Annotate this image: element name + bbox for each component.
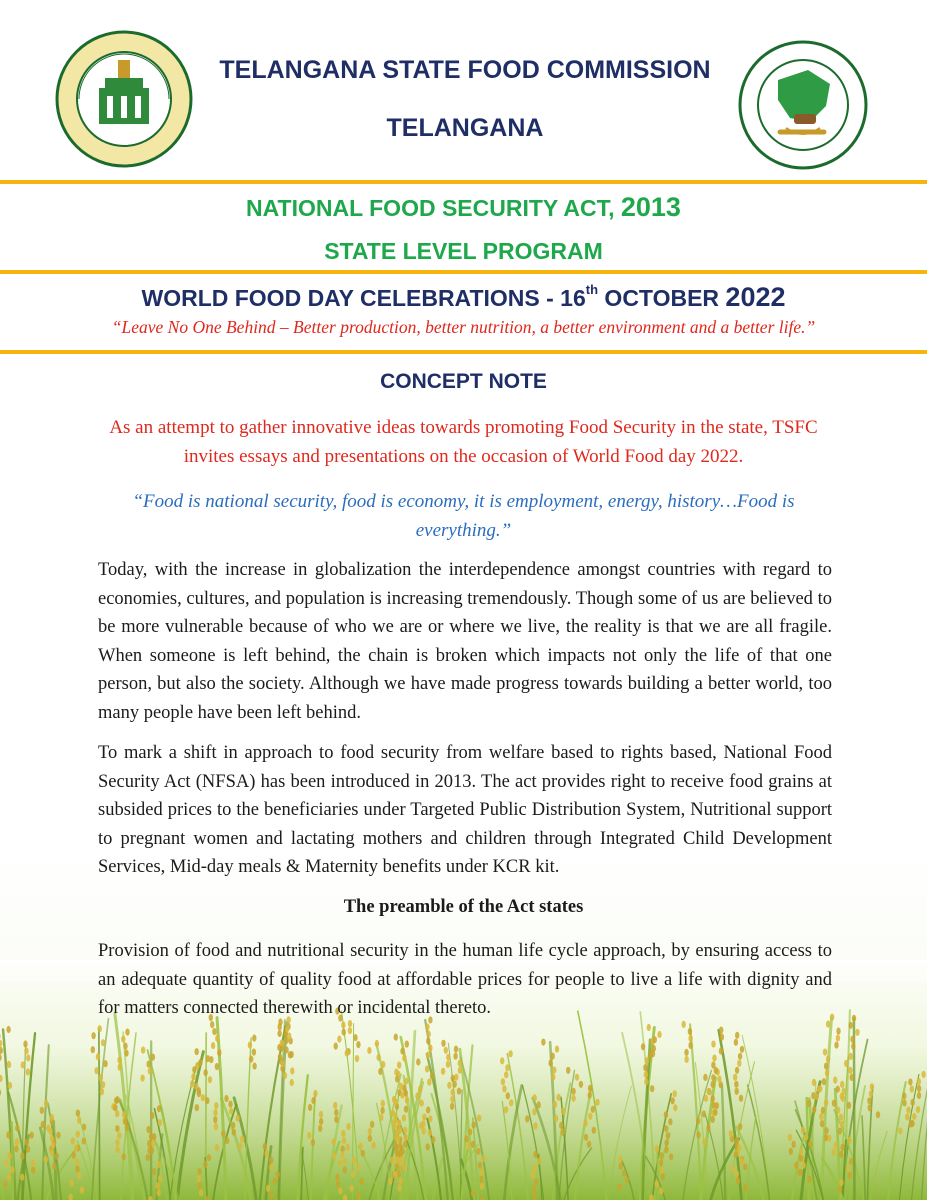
event-title-sup: th: [585, 282, 599, 298]
org-name: TELANGANA STATE FOOD COMMISSION: [219, 56, 711, 84]
paragraph-nfsa: To mark a shift in approach to food security from welfare based to rights based, National Food Security Act (NFSA) has been introduced in 2013. The act provides right to receive food grains at subsided prices to the beneficiaries under Targeted Public Distribution System, Nutritional support to pregnant women and lactating mothers and children through Integrated Child Development Services, Mid-day meals & Maternity benefits under KCR kit.: [98, 743, 832, 877]
act-year: 2013: [620, 192, 681, 222]
government-of-telangana-seal: [55, 30, 193, 168]
state-name: TELANGANA: [386, 114, 544, 142]
concept-note-heading: CONCEPT NOTE: [380, 370, 547, 393]
act-title: [0, 192, 927, 223]
invitation-text: As an attempt to gather innovative ideas towards promoting Food Security in the state, TSFC invites essays and presentations on the occasion of World Food day 2022.: [109, 417, 818, 467]
preamble-heading: The preamble of the Act states: [343, 897, 584, 917]
program-title: STATE LEVEL PROGRAM: [324, 238, 603, 264]
event-title-month: OCTOBER: [598, 285, 726, 311]
event-title-prefix: WORLD FOOD DAY CELEBRATIONS - 16: [141, 285, 586, 311]
paragraph-globalization: Today, with the increase in globalization the interdependence amongst countries with regard to economies, cultures, and population is increasing tremendously. Though some of us are believed to be more vulnerable because of who we are or where we live, the reality is that we are all fragile. When someone is left behind, the chain is broken which impacts not only the life of that one person, but also the society. Although we have made progress towards building a better world, too many people have been left behind.: [98, 560, 832, 723]
gold-divider-top: [0, 180, 927, 184]
quote-text: “Food is national security, food is economy, it is employment, energy, history…Food is everything.”: [132, 491, 795, 541]
event-theme: “Leave No One Behind – Better production, better nutrition, a better environment and a better life.”: [111, 317, 816, 337]
gold-divider-middle: [0, 270, 927, 274]
event-title: [0, 282, 927, 313]
event-year: 2022: [725, 282, 786, 312]
paragraph-preamble: Provision of food and nutritional security in the human life cycle approach, by ensuring access to an adequate quantity of quality food at affordable prices for people to live a life with dignity and for matters connected therewith or incidental thereto.: [98, 941, 832, 1018]
act-title-prefix: NATIONAL FOOD SECURITY ACT,: [246, 195, 621, 221]
gold-divider-bottom: [0, 350, 927, 354]
